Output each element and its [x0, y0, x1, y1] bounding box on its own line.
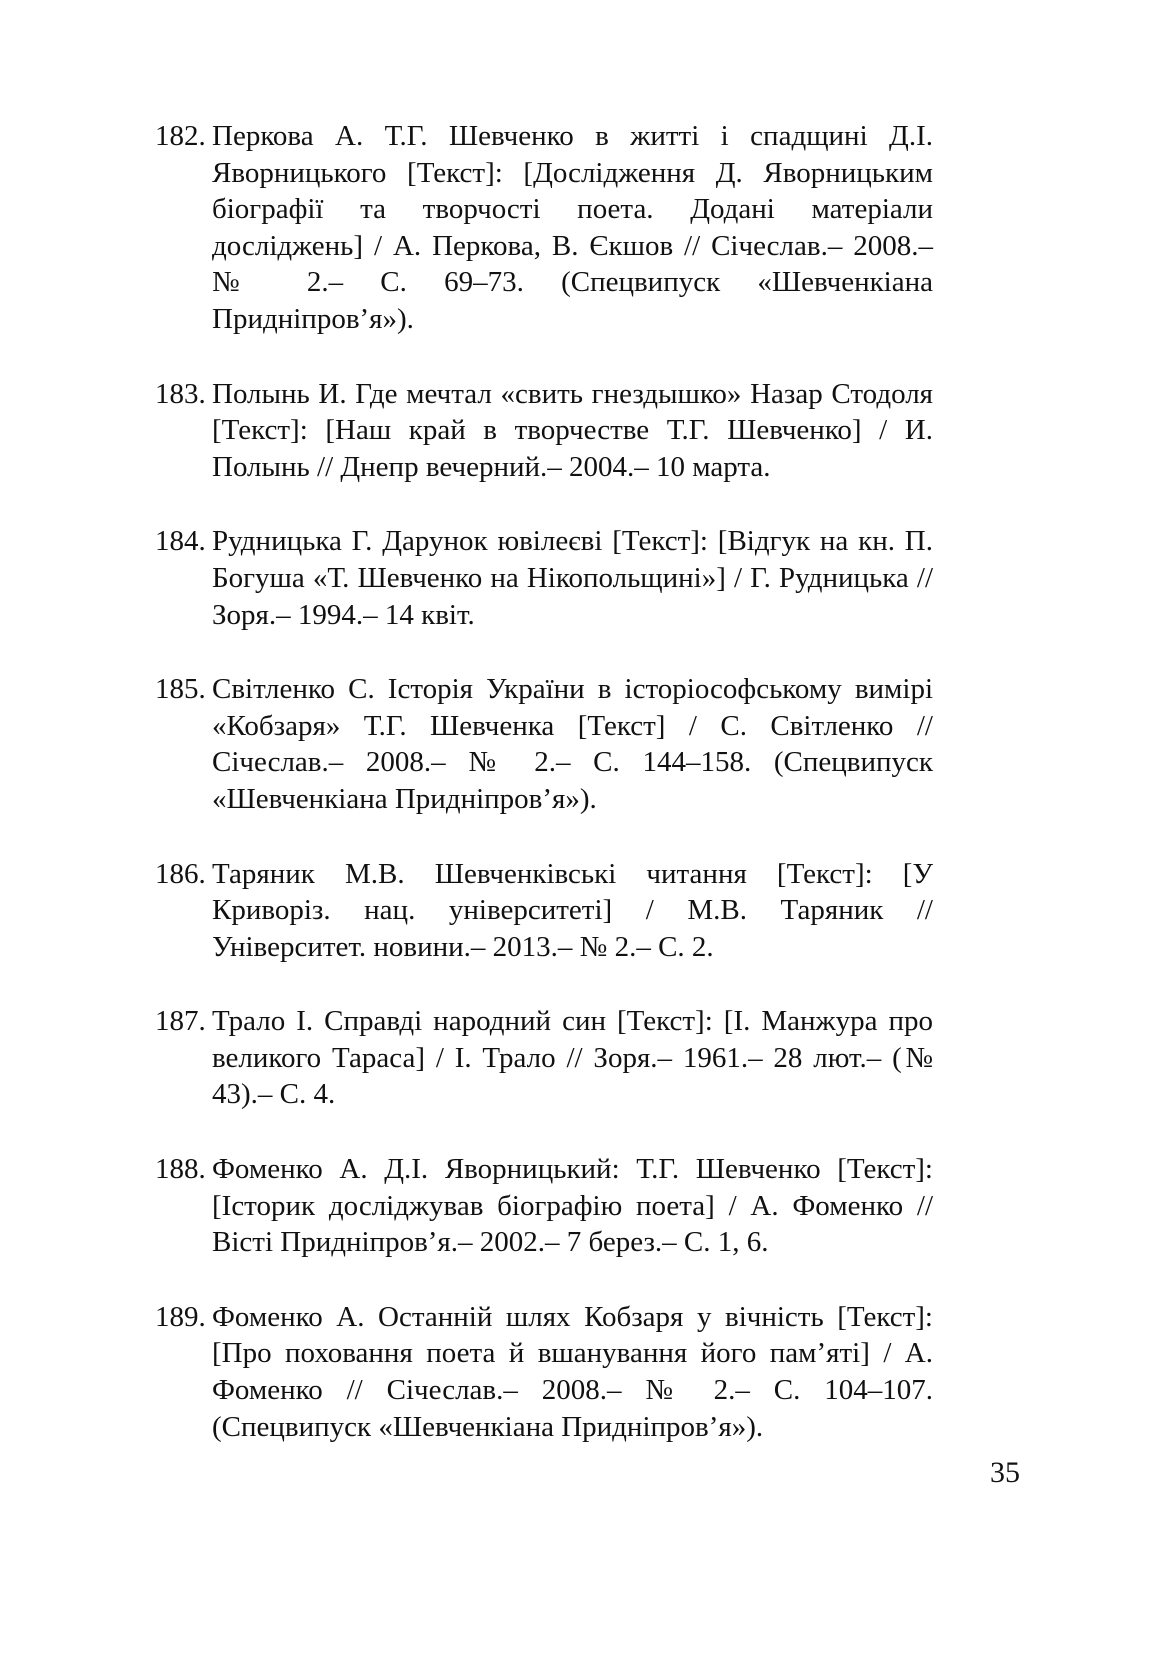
entry-number: 182.: [155, 120, 206, 152]
entry-number: 188.: [155, 1153, 206, 1186]
page-number: 35: [990, 1456, 1020, 1489]
entry-text: Рудницька Г. Дарунок ювілеєві [Текст]: [Відгук на кн. П. Богуша «Т. Шевченко на Нікопольщині»] / Г. Рудницька // Зоря.– 1994.– 14 квіт.: [212, 525, 933, 631]
entry-text: Фоменко А. Д.І. Яворницький: Т.Г. Шевченко [Текст]: [Історик досліджував біографію поета] / А. Фоменко // Вісті Придніпров’я.– 2002.– 7 берез.– С. 1, 6.: [212, 1153, 933, 1259]
entry-number: 186.: [155, 857, 206, 890]
entry-text: Таряник М.В. Шевченківські читання [Текст]: [У Криворіз. нац. університеті] / М.В. Таряник // Університет. новини.– 2013.– № 2.– С. 2.: [212, 857, 933, 963]
entry-number: 184.: [155, 525, 206, 558]
bibliography-entry: [155, 1299, 933, 1445]
entry-number: 187.: [155, 1005, 206, 1038]
bibliography-entry: [155, 118, 933, 338]
bibliography-entry: [155, 1003, 933, 1113]
bibliography-entry: [155, 1151, 933, 1261]
bibliography-entry: [155, 671, 933, 817]
entry-number: 185.: [155, 673, 206, 706]
entry-text: Перкова А. Т.Г. Шевченко в житті і спадщині Д.І. Яворницького [Текст]: [Дослідження Д. Яворницьким біографії та творчості поета. Додані матеріали досліджень] / А. Перкова, В. Єкшов // Січеслав.– 2008.– № 2.– С. 69–73. (Спецвипуск «Шевченкіана Придніпров’я»).: [212, 120, 933, 335]
bibliography-entry: [155, 376, 933, 486]
entry-number: 183.: [155, 377, 206, 410]
bibliography-entry: [155, 523, 933, 633]
entry-text: Світленко С. Історія України в історіософському вимірі «Кобзаря» Т.Г. Шевченка [Текст] / С. Світленко // Січеслав.– 2008.– № 2.– С. 144–158. (Спецвипуск «Шевченкіана Придніпров’я»).: [212, 673, 933, 815]
entry-text: Трало І. Справді народний син [Текст]: [І. Манжура про великого Тараса] / І. Трало // Зоря.– 1961.– 28 лют.– (№ 43).– С. 4.: [212, 1005, 933, 1111]
entry-number: 189.: [155, 1300, 206, 1333]
entry-text: Фоменко А. Останній шлях Кобзаря у вічність [Текст]: [Про поховання поета й вшанування його пам’яті] / А. Фоменко // Січеслав.– 2008.– № 2.– С. 104–107. (Спецвипуск «Шевченкіана Придніпров’я»).: [212, 1300, 933, 1443]
bibliography-entry: [155, 856, 933, 966]
bibliography-list: [155, 118, 933, 1483]
entry-text: Полынь И. Где мечтал «свить гнездышко» Назар Стодоля [Текст]: [Наш край в творчестве Т.Г. Шевченко] / И. Полынь // Днепр вечерний.– 2004.– 10 марта.: [212, 377, 933, 483]
